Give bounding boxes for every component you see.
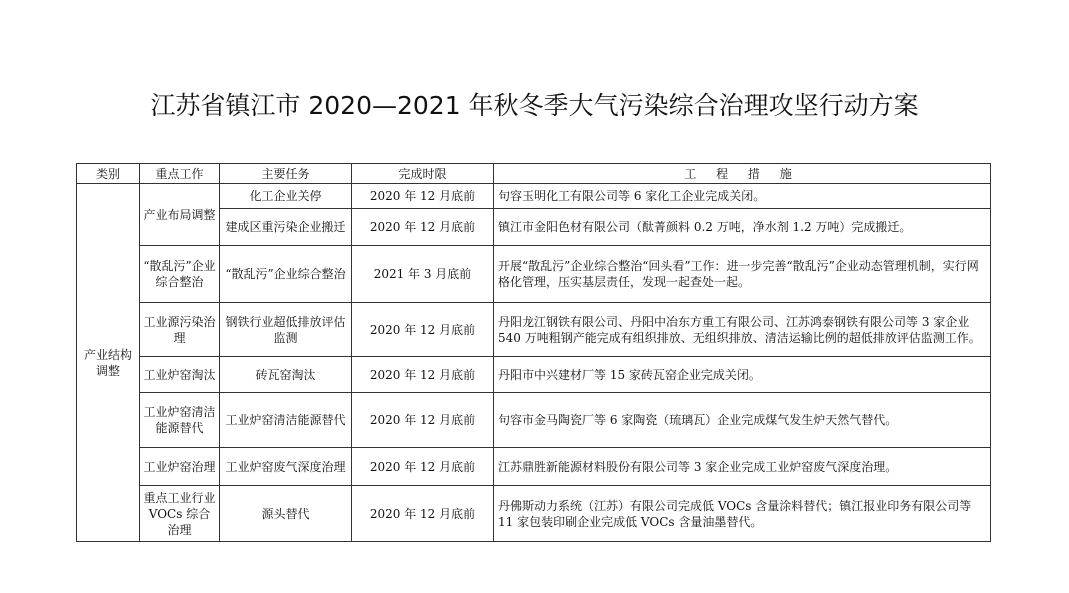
main-task-cell: “散乱污”企业综合整治: [220, 246, 352, 303]
key-work-cell: 工业炉窑治理: [140, 448, 220, 486]
header-category: 类别: [77, 164, 140, 184]
key-work-cell: 工业源污染治理: [140, 303, 220, 357]
table-row: [77, 486, 991, 542]
category-cell: 产业结构调整: [77, 184, 140, 542]
deadline-cell: 2020 年 12 月底前: [352, 209, 494, 246]
key-work-cell: “散乱污”企业综合整治: [140, 246, 220, 303]
header-deadline: 完成时限: [352, 164, 494, 184]
measures-cell: 句容玉明化工有限公司等 6 家化工企业完成关闭。: [494, 184, 991, 209]
deadline-cell: 2020 年 12 月底前: [352, 393, 494, 448]
measures-cell: 句容市金马陶瓷厂等 6 家陶瓷（琉璃瓦）企业完成煤气发生炉天然气替代。: [494, 393, 991, 448]
main-task-cell: 工业炉窑废气深度治理: [220, 448, 352, 486]
main-task-cell: 砖瓦窑淘汰: [220, 357, 352, 393]
key-work-cell: 工业炉窑清洁能源替代: [140, 393, 220, 448]
table-row: [77, 303, 991, 357]
deadline-cell: 2020 年 12 月底前: [352, 303, 494, 357]
table-row: [77, 393, 991, 448]
main-task-cell: 源头替代: [220, 486, 352, 542]
key-work-cell: 工业炉窑淘汰: [140, 357, 220, 393]
main-task-cell: 化工企业关停: [220, 184, 352, 209]
key-work-cell: 重点工业行业 VOCs 综合治理: [140, 486, 220, 542]
header-row: [77, 164, 991, 184]
table-row: [77, 184, 991, 209]
table-row: [77, 357, 991, 393]
table-row: [77, 246, 991, 303]
measures-cell: 江苏鼎胜新能源材料股份有限公司等 3 家企业完成工业炉窑废气深度治理。: [494, 448, 991, 486]
header-key-work: 重点工作: [140, 164, 220, 184]
deadline-cell: 2021 年 3 月底前: [352, 246, 494, 303]
main-task-cell: 建成区重污染企业搬迁: [220, 209, 352, 246]
deadline-cell: 2020 年 12 月底前: [352, 357, 494, 393]
action-plan-table: [76, 163, 991, 542]
table-row: [77, 448, 991, 486]
key-work-cell: 产业布局调整: [140, 184, 220, 246]
measures-cell: 丹阳龙江钢铁有限公司、丹阳中冶东方重工有限公司、江苏鸿泰钢铁有限公司等 3 家企业 540 万吨粗钢产能完成有组织排放、无组织排放、清洁运输比例的超低排放评估监测工作。: [494, 303, 991, 357]
main-task-cell: 钢铁行业超低排放评估监测: [220, 303, 352, 357]
measures-cell: 丹佛斯动力系统（江苏）有限公司完成低 VOCs 含量涂料替代；镇江报业印务有限公司等 11 家包装印刷企业完成低 VOCs 含量油墨替代。: [494, 486, 991, 542]
measures-cell: 镇江市金阳色材有限公司（酞菁颜料 0.2 万吨，净水剂 1.2 万吨）完成搬迁。: [494, 209, 991, 246]
main-task-cell: 工业炉窑清洁能源替代: [220, 393, 352, 448]
measures-cell: 开展“散乱污”企业综合整治“回头看”工作：进一步完善“散乱污”企业动态管理机制，实行网格化管理，压实基层责任，发现一起查处一起。: [494, 246, 991, 303]
page-title: 江苏省镇江市 2020—2021 年秋冬季大气污染综合治理攻坚行动方案: [150, 91, 919, 120]
deadline-cell: 2020 年 12 月底前: [352, 184, 494, 209]
measures-cell: 丹阳市中兴建材厂等 15 家砖瓦窑企业完成关闭。: [494, 357, 991, 393]
deadline-cell: 2020 年 12 月底前: [352, 486, 494, 542]
header-main-task: 主要任务: [220, 164, 352, 184]
header-measures: 工 程 措 施: [494, 164, 991, 184]
deadline-cell: 2020 年 12 月底前: [352, 448, 494, 486]
